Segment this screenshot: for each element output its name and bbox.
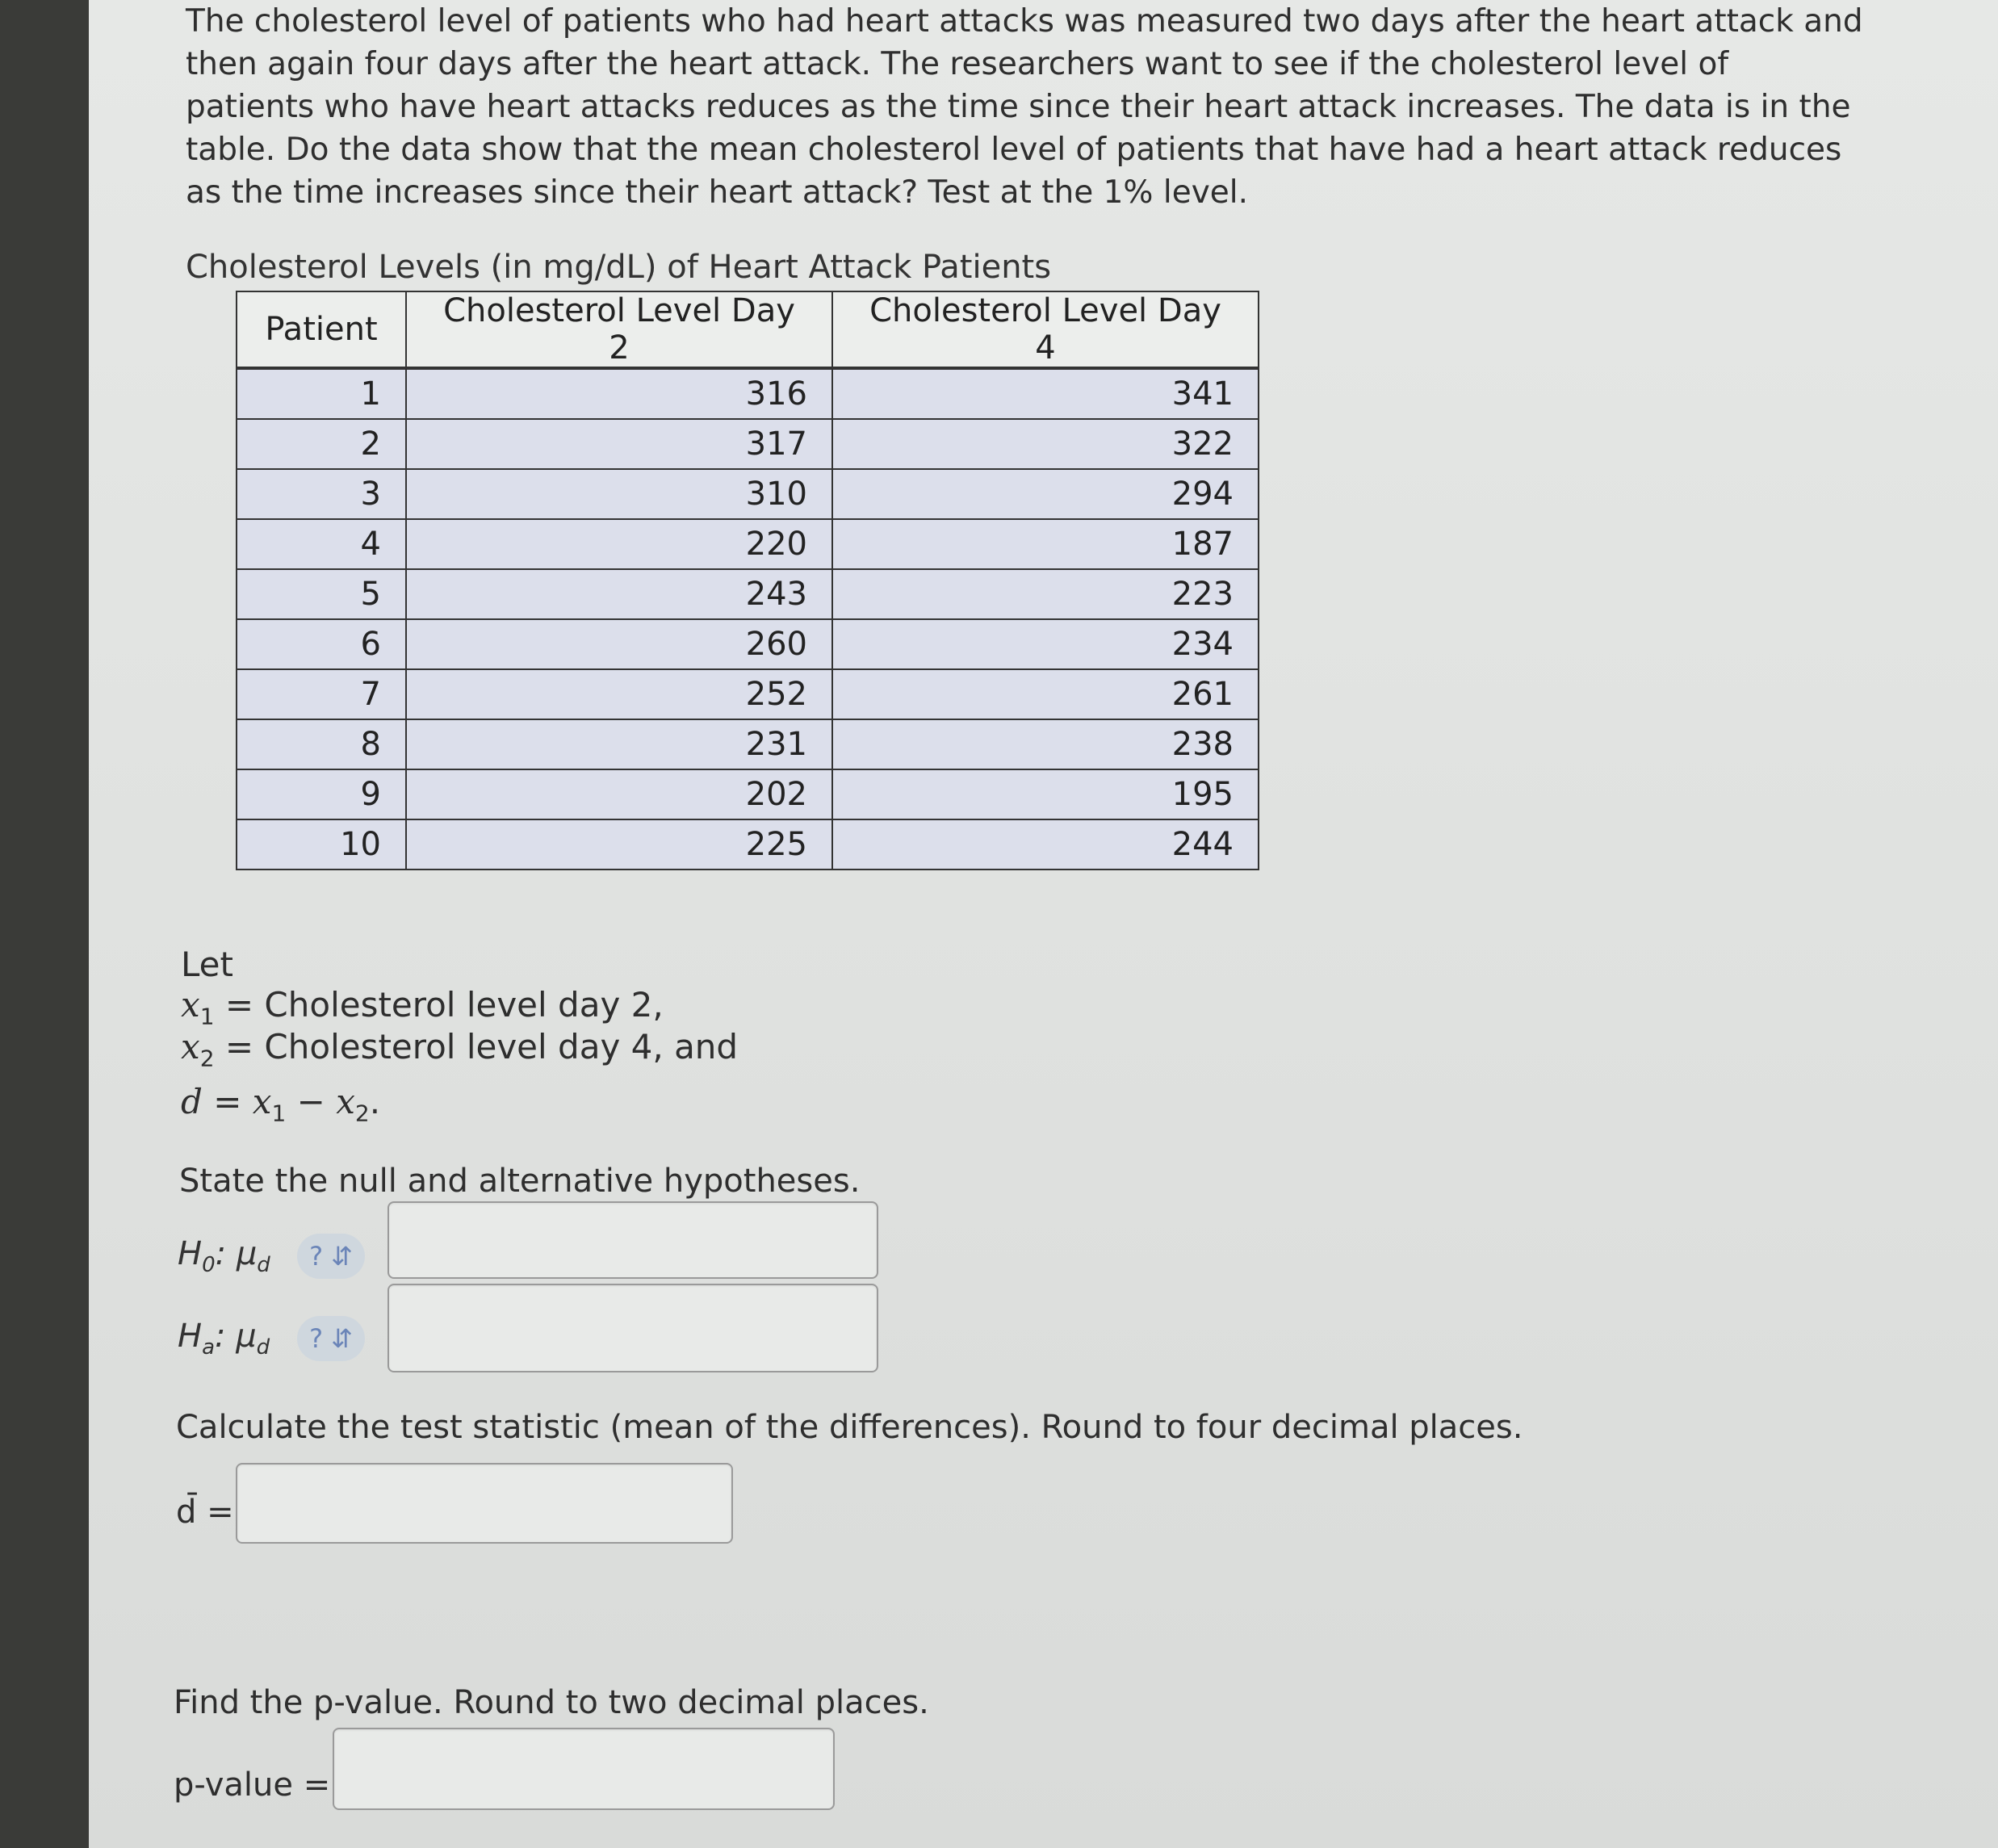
patient-cell: 7: [237, 669, 406, 719]
day4-cell: 195: [832, 769, 1259, 819]
day4-cell: 294: [832, 469, 1259, 519]
table-row: [237, 469, 1259, 519]
table-row: [237, 368, 1259, 419]
patient-cell: 4: [237, 519, 406, 569]
h0-select-value: ?: [309, 1241, 324, 1272]
day2-cell: 260: [406, 619, 832, 669]
patient-cell: 8: [237, 719, 406, 769]
table-row: [237, 569, 1259, 619]
day2-cell: 317: [406, 419, 832, 469]
patient-cell: 3: [237, 469, 406, 519]
header-day4: Cholesterol Level Day 4: [832, 291, 1259, 368]
ha-operator-select[interactable]: [297, 1316, 365, 1361]
day2-cell: 231: [406, 719, 832, 769]
day4-cell: 223: [832, 569, 1259, 619]
patient-cell: 5: [237, 569, 406, 619]
day2-cell: 310: [406, 469, 832, 519]
day4-cell: 234: [832, 619, 1259, 669]
day2-cell: 252: [406, 669, 832, 719]
statistic-prompt: Calculate the test statistic (mean of the differences). Round to four decimal places.: [176, 1409, 1523, 1446]
day2-cell: 316: [406, 368, 832, 419]
patient-cell: 10: [237, 819, 406, 870]
patient-cell: 9: [237, 769, 406, 819]
day4-cell: 261: [832, 669, 1259, 719]
day4-cell: 244: [832, 819, 1259, 870]
day2-cell: 220: [406, 519, 832, 569]
definition-x2: $x_2$ = Cholesterol level day 4, and: [181, 1027, 739, 1072]
table-row: [237, 819, 1259, 870]
x1-definition-text: Cholesterol level day 2,: [264, 985, 664, 1025]
problem-text: The cholesterol level of patients who had heart attacks was measured two days after the heart attack and then again four days after the heart attack. The researchers want to see if the cholesterol level of patients who have heart attacks reduces as the time since their heart attack increases. The data is in the table. Do the data show that the mean cholesterol level of patients that have had a heart attack reduces as the time increases since their heart attack? Test at the 1% level.: [186, 3, 1863, 211]
ha-label: $H_a$: $\mu_d$: [178, 1318, 270, 1360]
header-day2: Cholesterol Level Day 2: [406, 291, 832, 368]
table-caption: Cholesterol Levels (in mg/dL) of Heart Attack Patients: [186, 249, 1052, 286]
x2-definition-text: Cholesterol level day 4, and: [264, 1027, 739, 1066]
table-row: [237, 519, 1259, 569]
pvalue-label: p-value =: [174, 1766, 331, 1804]
table-row: [237, 619, 1259, 669]
chevron-updown-icon: ⇵: [331, 1241, 353, 1272]
day4-cell: 341: [832, 368, 1259, 419]
table-row: [237, 719, 1259, 769]
ha-value-input[interactable]: [387, 1284, 878, 1372]
hypotheses-prompt: State the null and alternative hypotheses.: [179, 1163, 861, 1200]
day2-cell: 202: [406, 769, 832, 819]
let-label: Let: [181, 945, 233, 984]
pvalue-prompt: Find the p-value. Round to two decimal places.: [174, 1684, 929, 1721]
h0-operator-select[interactable]: [297, 1234, 365, 1279]
h0-value-input[interactable]: [387, 1201, 878, 1279]
table-row: [237, 669, 1259, 719]
pvalue-input[interactable]: [333, 1728, 835, 1810]
definition-x1: $x_1$ = Cholesterol level day 2,: [181, 985, 664, 1030]
definition-d: $d = x_1 - x_2$.: [181, 1082, 381, 1127]
table-row: [237, 769, 1259, 819]
cholesterol-table: [236, 291, 1259, 870]
patient-cell: 1: [237, 368, 406, 419]
header-patient: Patient: [237, 291, 406, 368]
h0-label: $H_0$: $\mu_d$: [178, 1235, 270, 1277]
day2-cell: 243: [406, 569, 832, 619]
dbar-label: d̄ =: [176, 1494, 234, 1531]
day2-cell: 225: [406, 819, 832, 870]
chevron-updown-icon: ⇵: [331, 1323, 353, 1354]
patient-cell: 6: [237, 619, 406, 669]
day4-cell: 322: [832, 419, 1259, 469]
ha-select-value: ?: [309, 1323, 324, 1354]
dbar-input[interactable]: [236, 1463, 733, 1544]
patient-cell: 2: [237, 419, 406, 469]
day4-cell: 187: [832, 519, 1259, 569]
day4-cell: 238: [832, 719, 1259, 769]
table-row: [237, 419, 1259, 469]
